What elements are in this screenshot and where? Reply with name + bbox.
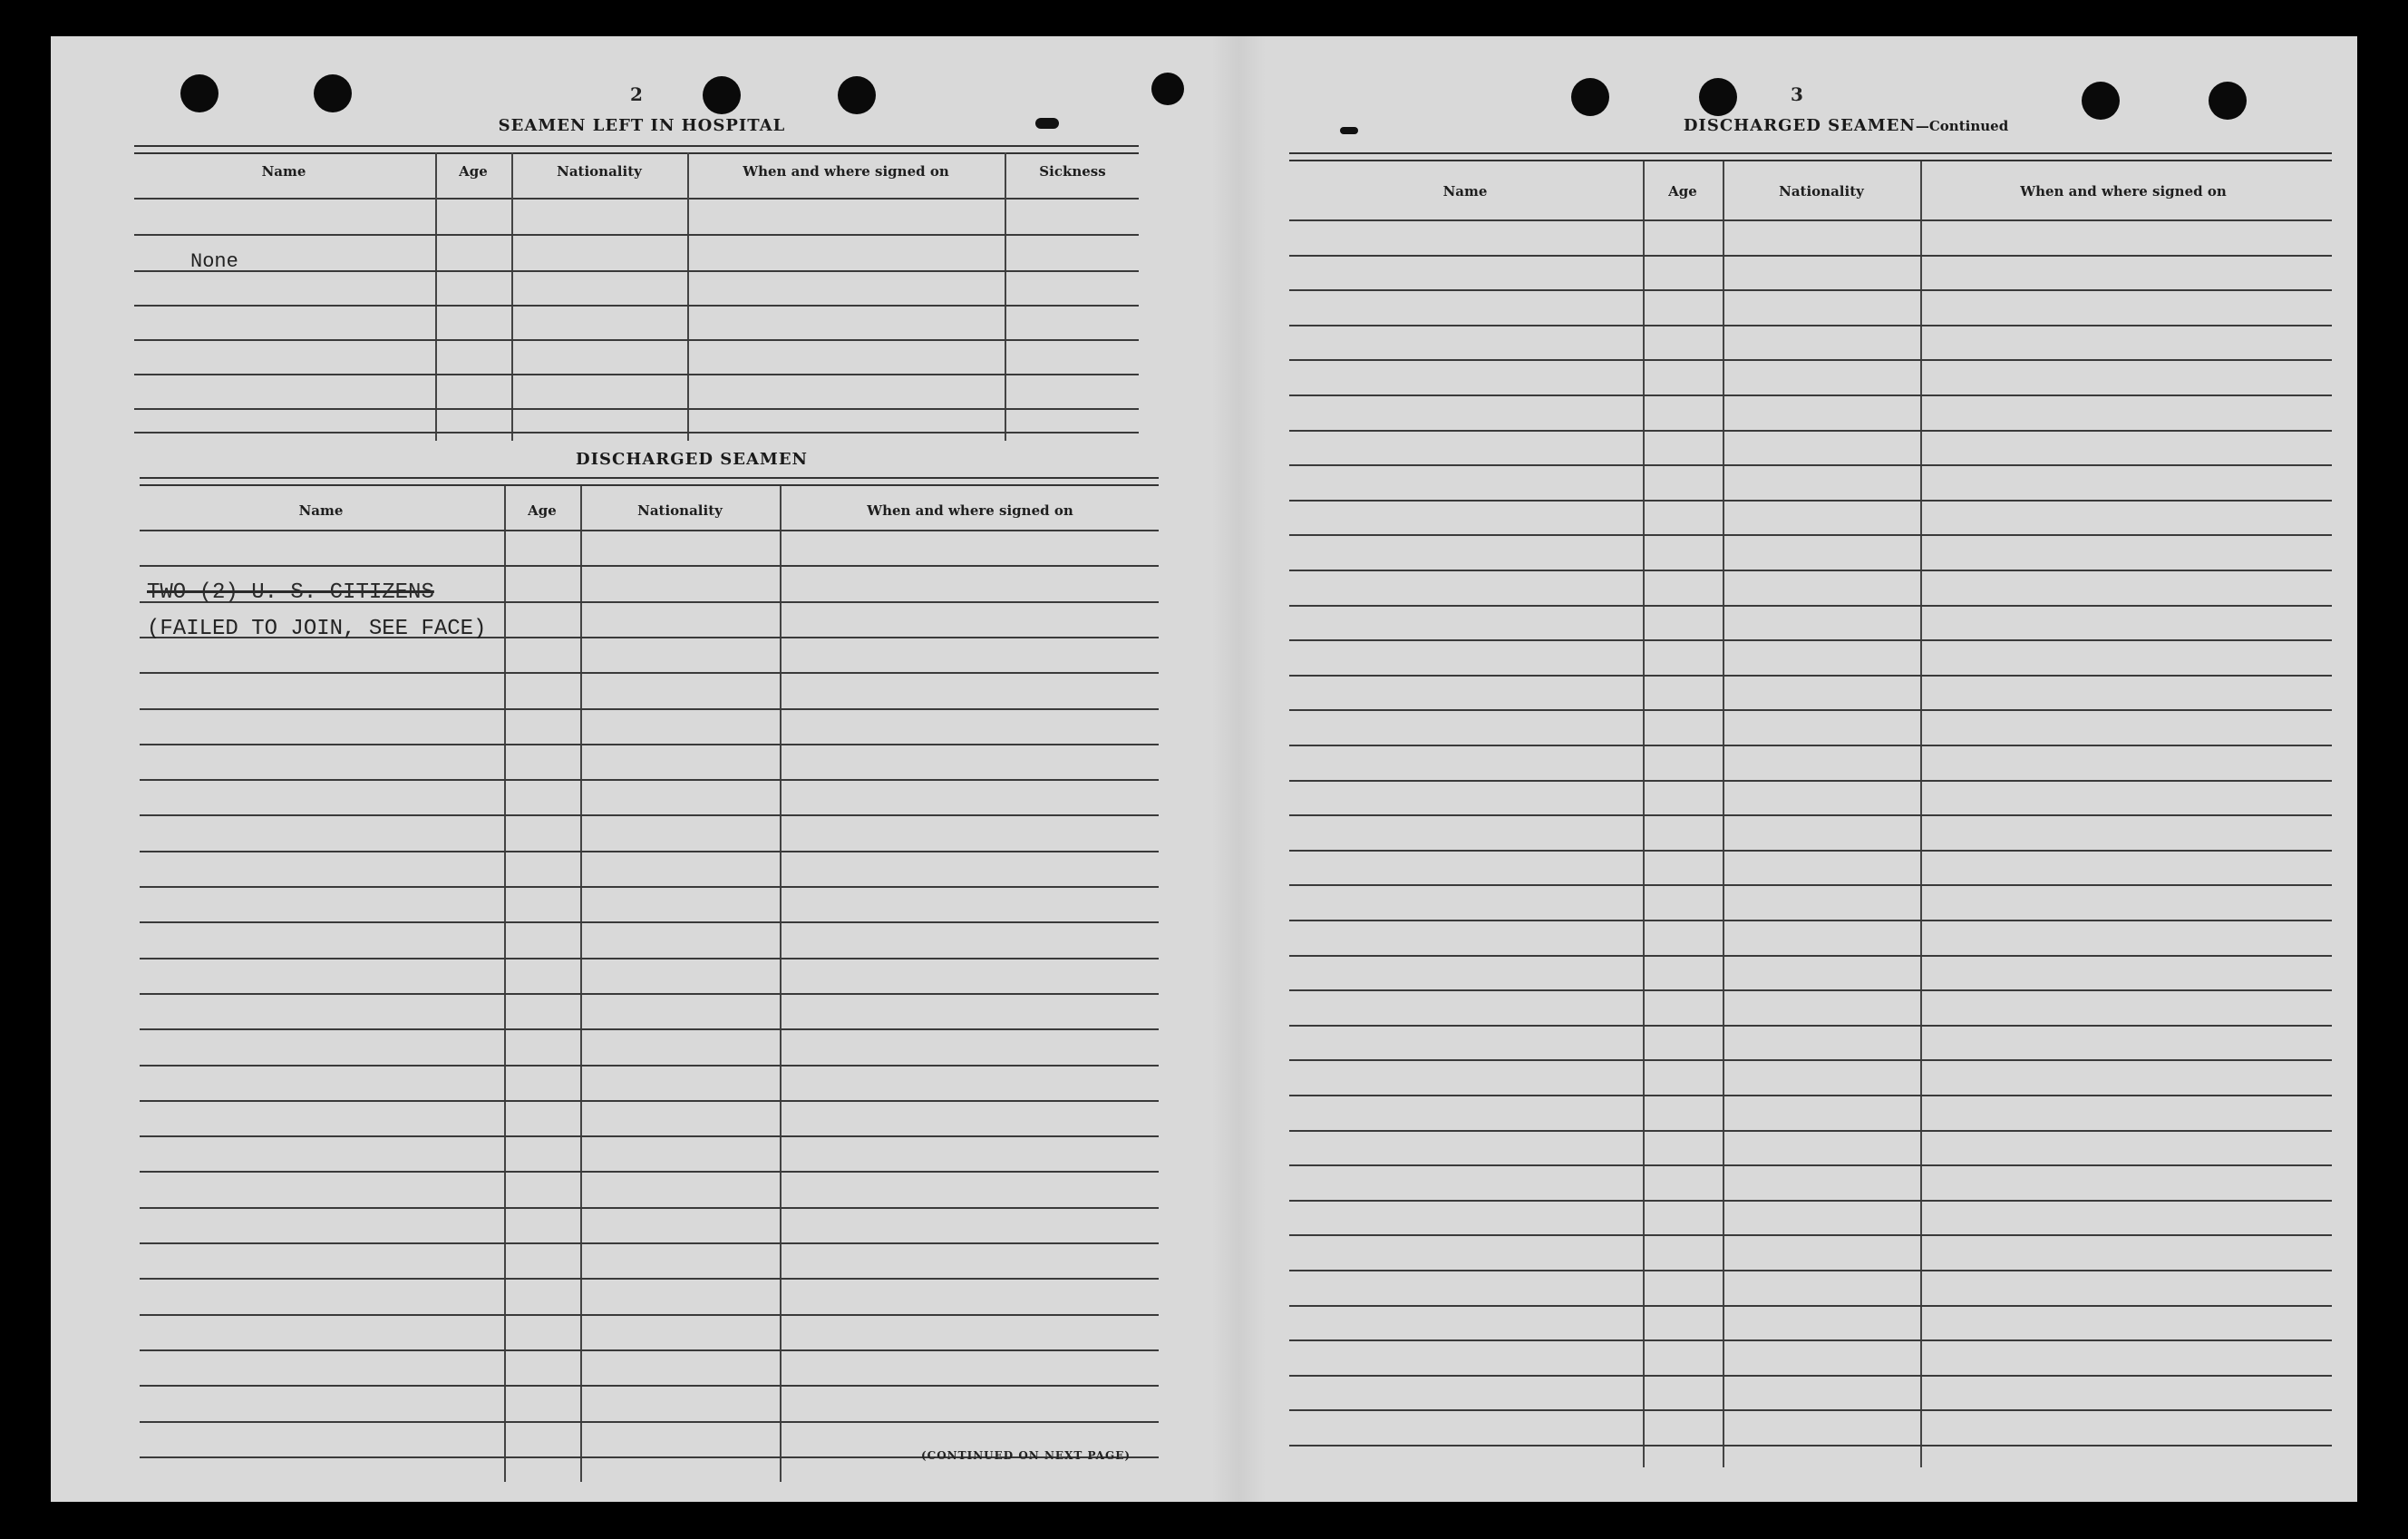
col-divider xyxy=(780,486,782,1482)
discharged-title-right-suffix: —Continued xyxy=(1915,118,2009,134)
table-row xyxy=(140,530,1159,531)
table-row xyxy=(1289,605,2332,607)
page-number-right: 3 xyxy=(1791,83,1803,105)
header-rule xyxy=(134,198,1139,200)
failed-to-join-note: (FAILED TO JOIN, SEE FACE) xyxy=(147,617,487,641)
table-row xyxy=(140,779,1159,781)
table-row xyxy=(1289,464,2332,466)
table-row xyxy=(1289,850,2332,852)
table-row xyxy=(1289,884,2332,886)
table-row xyxy=(1289,570,2332,571)
table-row xyxy=(1289,1234,2332,1236)
table-row xyxy=(140,1135,1159,1137)
table-row xyxy=(1289,955,2332,957)
ink-mark xyxy=(1035,118,1059,129)
table-row xyxy=(1289,989,2332,991)
col-divider xyxy=(1005,152,1006,441)
ink-mark xyxy=(1340,127,1358,134)
table-row xyxy=(1289,1409,2332,1411)
table-row xyxy=(1289,709,2332,711)
table-row xyxy=(1289,394,2332,396)
table-row xyxy=(140,1314,1159,1316)
punch-hole xyxy=(2082,82,2120,120)
col-divider xyxy=(580,486,582,1482)
col-header-age: Age xyxy=(459,163,488,180)
table-row xyxy=(140,1028,1159,1030)
table-row xyxy=(140,1207,1159,1209)
table-row xyxy=(1289,639,2332,641)
hospital-title: SEAMEN LEFT IN HOSPITAL xyxy=(498,116,786,135)
page-number-left: 2 xyxy=(630,83,643,105)
col-header-name: Name xyxy=(261,163,306,180)
table-row xyxy=(1289,500,2332,502)
discharged-title-right-main: DISCHARGED SEAMEN xyxy=(1683,116,1916,135)
table-row xyxy=(140,851,1159,852)
table-row xyxy=(1289,1025,2332,1027)
table-row xyxy=(140,708,1159,710)
col-divider xyxy=(511,152,513,441)
table-row xyxy=(1289,780,2332,782)
punch-hole xyxy=(1571,78,1609,116)
col-header-nationality: Nationality xyxy=(1779,183,1864,200)
table-row xyxy=(134,270,1139,272)
hospital-entry: None xyxy=(190,250,238,273)
col-divider xyxy=(435,152,437,441)
table-row xyxy=(1289,430,2332,432)
discharged-title-left: DISCHARGED SEAMEN xyxy=(575,450,809,469)
table-row xyxy=(1289,1059,2332,1061)
table-row xyxy=(1289,675,2332,677)
table-row xyxy=(1289,1445,2332,1446)
punch-hole xyxy=(1151,73,1184,105)
table-row xyxy=(140,1385,1159,1387)
table-row xyxy=(1289,1270,2332,1271)
col-divider xyxy=(687,152,689,441)
table-row xyxy=(1289,920,2332,921)
table-row xyxy=(1289,1305,2332,1307)
table-row xyxy=(1289,1130,2332,1132)
table-row xyxy=(140,1242,1159,1244)
col-header-age: Age xyxy=(1668,183,1697,200)
hospital-table xyxy=(134,143,1139,470)
table-row xyxy=(1289,814,2332,816)
table-row xyxy=(1289,534,2332,536)
table-row xyxy=(134,234,1139,236)
table-row xyxy=(140,958,1159,959)
continued-footer: (CONTINUED ON NEXT PAGE) xyxy=(921,1449,1131,1462)
discharged-table-right xyxy=(1289,152,2332,1476)
col-header-nationality: Nationality xyxy=(557,163,642,180)
punch-hole xyxy=(838,76,876,114)
table-top-rule xyxy=(1289,152,2332,161)
col-header-when-where: When and where signed on xyxy=(867,502,1073,519)
table-row xyxy=(1289,1095,2332,1096)
table-row xyxy=(140,672,1159,674)
manifest-sheet xyxy=(51,36,2357,1502)
punch-hole xyxy=(180,74,218,112)
col-header-name: Name xyxy=(298,502,344,519)
punch-hole xyxy=(1699,78,1737,116)
table-row xyxy=(140,814,1159,816)
punch-hole xyxy=(2209,82,2247,120)
struck-entry: TWO (2) U. S. CITIZENS xyxy=(147,580,434,605)
table-top-rule xyxy=(140,477,1159,486)
table-row xyxy=(1289,1200,2332,1202)
page-fold xyxy=(1211,36,1266,1502)
table-row xyxy=(140,1278,1159,1280)
table-row xyxy=(1289,255,2332,257)
table-row xyxy=(134,339,1139,341)
table-top-rule xyxy=(134,145,1139,154)
table-row xyxy=(134,305,1139,307)
table-row xyxy=(1289,1339,2332,1341)
table-row xyxy=(134,374,1139,375)
punch-hole xyxy=(703,76,741,114)
col-header-sickness: Sickness xyxy=(1039,163,1106,180)
table-row xyxy=(140,1421,1159,1423)
table-row xyxy=(1289,325,2332,326)
table-row xyxy=(140,565,1159,567)
table-row xyxy=(140,1065,1159,1067)
table-row xyxy=(140,1171,1159,1173)
table-row xyxy=(134,408,1139,410)
col-header-when-where: When and where signed on xyxy=(2020,183,2227,200)
col-header-when-where: When and where signed on xyxy=(743,163,949,180)
table-row xyxy=(1289,1375,2332,1377)
table-row xyxy=(140,744,1159,745)
table-row xyxy=(1289,1164,2332,1166)
table-row xyxy=(140,993,1159,995)
table-row xyxy=(140,1349,1159,1351)
col-header-name: Name xyxy=(1442,183,1488,200)
discharged-table-left xyxy=(140,475,1159,1491)
discharged-title-right xyxy=(1619,116,2073,135)
punch-hole xyxy=(314,74,352,112)
table-row xyxy=(140,886,1159,888)
table-row xyxy=(1289,289,2332,291)
table-row xyxy=(134,432,1139,433)
table-row xyxy=(140,1100,1159,1102)
table-row xyxy=(140,921,1159,923)
table-row xyxy=(1289,359,2332,361)
col-header-nationality: Nationality xyxy=(637,502,723,519)
col-divider xyxy=(504,486,506,1482)
col-header-age: Age xyxy=(528,502,557,519)
table-row xyxy=(1289,219,2332,221)
table-row xyxy=(1289,745,2332,746)
